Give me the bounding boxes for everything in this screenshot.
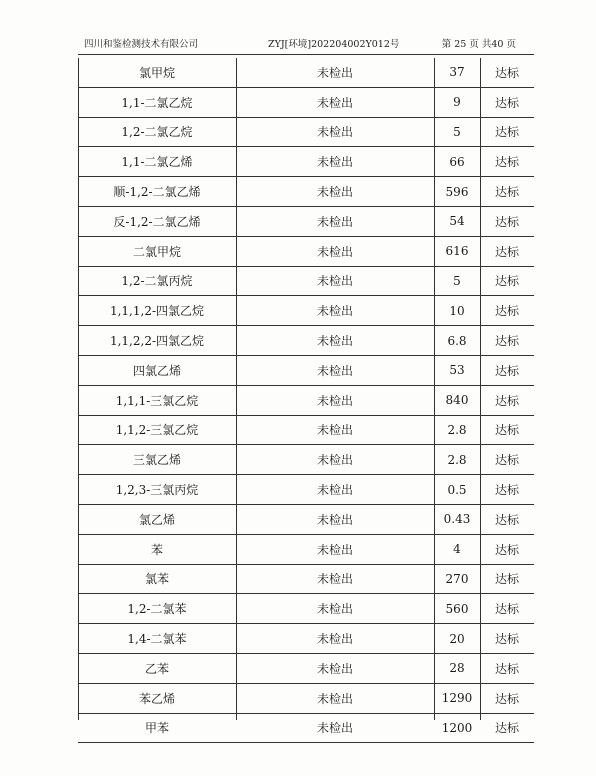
limit-value-cell: 20 [449, 631, 465, 646]
limit-value-cell: 5 [453, 273, 461, 288]
compound-name-cell: 1,2-二氯丙烷 [121, 274, 193, 289]
limit-value-cell: 0.43 [443, 512, 471, 527]
limit-value-cell: 596 [445, 184, 469, 199]
verdict-cell: 达标 [494, 95, 519, 110]
table-row [78, 58, 534, 88]
verdict-cell: 达标 [494, 155, 519, 170]
compound-name-cell: 三氯乙烯 [132, 453, 181, 468]
compound-name-cell: 氯苯 [144, 572, 169, 587]
verdict-cell: 达标 [494, 721, 519, 736]
detection-result-cell: 未检出 [316, 721, 353, 736]
page-header [78, 36, 522, 52]
detection-result-cell: 未检出 [316, 334, 353, 349]
detection-result-cell: 未检出 [316, 512, 353, 527]
table-row [78, 147, 534, 177]
detection-result-cell: 未检出 [316, 393, 353, 408]
detection-result-cell: 未检出 [316, 542, 353, 557]
company-name: 四川和鉴检测技术有限公司 [84, 39, 199, 50]
limit-value-cell: 0.5 [447, 482, 467, 497]
table-row [78, 594, 534, 624]
detection-result-cell: 未检出 [316, 185, 353, 200]
detection-result-cell: 未检出 [316, 244, 353, 259]
verdict-cell: 达标 [494, 185, 519, 200]
results-table [78, 58, 534, 743]
table-row [78, 535, 534, 565]
verdict-cell: 达标 [494, 334, 519, 349]
table-row [78, 475, 534, 505]
limit-value-cell: 840 [445, 393, 469, 408]
detection-result-cell: 未检出 [316, 691, 353, 706]
table-row [78, 654, 534, 684]
limit-value-cell: 6.8 [447, 333, 467, 348]
table-row [78, 386, 534, 416]
table-row [78, 684, 534, 714]
verdict-cell: 达标 [494, 363, 519, 378]
compound-name-cell: 反-1,2-二氯乙烯 [113, 214, 201, 229]
verdict-cell: 达标 [494, 244, 519, 259]
limit-value-cell: 1290 [441, 691, 473, 706]
page-number: 第 25 页 共40 页 [441, 39, 516, 50]
detection-result-cell: 未检出 [316, 155, 353, 170]
limit-value-cell: 9 [453, 95, 461, 110]
detection-result-cell: 未检出 [316, 661, 353, 676]
limit-value-cell: 1200 [441, 720, 473, 735]
verdict-cell: 达标 [494, 691, 519, 706]
table-row [78, 207, 534, 237]
compound-name-cell: 氯甲烷 [138, 65, 175, 80]
limit-value-cell: 54 [449, 214, 465, 229]
detection-result-cell: 未检出 [316, 274, 353, 289]
compound-name-cell: 顺-1,2-二氯乙烯 [113, 185, 201, 200]
table-row [78, 565, 534, 595]
detection-result-cell: 未检出 [316, 572, 353, 587]
table-row [78, 416, 534, 446]
limit-value-cell: 616 [445, 244, 469, 259]
verdict-cell: 达标 [494, 393, 519, 408]
verdict-cell: 达标 [494, 632, 519, 647]
table-divider-1 [236, 58, 237, 720]
detection-result-cell: 未检出 [316, 65, 353, 80]
compound-name-cell: 甲苯 [144, 721, 169, 736]
detection-result-cell: 未检出 [316, 423, 353, 438]
limit-value-cell: 560 [445, 601, 469, 616]
compound-name-cell: 1,1,1-三氯乙烷 [115, 393, 199, 408]
table-row [78, 326, 534, 356]
limit-value-cell: 28 [449, 661, 465, 676]
detection-result-cell: 未检出 [316, 95, 353, 110]
limit-value-cell: 10 [449, 303, 465, 318]
detection-result-cell: 未检出 [316, 363, 353, 378]
detection-result-cell: 未检出 [316, 602, 353, 617]
detection-result-cell: 未检出 [316, 214, 353, 229]
table-divider-3 [480, 58, 481, 720]
table-divider-2 [434, 58, 435, 720]
table-row [78, 267, 534, 297]
report-number: ZYJ[环境]202204002Y012号 [268, 39, 400, 50]
limit-value-cell: 270 [445, 571, 469, 586]
limit-value-cell: 5 [453, 124, 461, 139]
verdict-cell: 达标 [494, 602, 519, 617]
compound-name-cell: 苯乙烯 [138, 691, 175, 706]
table-row [78, 88, 534, 118]
detection-result-cell: 未检出 [316, 453, 353, 468]
compound-name-cell: 1,4-二氯苯 [127, 632, 187, 647]
table-row [78, 714, 534, 744]
verdict-cell: 达标 [494, 423, 519, 438]
detection-result-cell: 未检出 [316, 483, 353, 498]
verdict-cell: 达标 [494, 542, 519, 557]
header-rule [78, 54, 534, 55]
limit-value-cell: 2.8 [447, 422, 467, 437]
compound-name-cell: 苯 [150, 542, 163, 557]
verdict-cell: 达标 [494, 304, 519, 319]
detection-result-cell: 未检出 [316, 632, 353, 647]
compound-name-cell: 1,2-二氯苯 [127, 602, 187, 617]
table-row [78, 177, 534, 207]
limit-value-cell: 4 [453, 542, 461, 557]
table-row [78, 624, 534, 654]
verdict-cell: 达标 [494, 512, 519, 527]
verdict-cell: 达标 [494, 65, 519, 80]
table-row [78, 296, 534, 326]
verdict-cell: 达标 [494, 214, 519, 229]
table-border-left [78, 58, 79, 720]
verdict-cell: 达标 [494, 125, 519, 140]
limit-value-cell: 66 [449, 154, 465, 169]
detection-result-cell: 未检出 [316, 304, 353, 319]
limit-value-cell: 37 [449, 65, 465, 80]
compound-name-cell: 二氯甲烷 [132, 244, 181, 259]
table-row [78, 356, 534, 386]
limit-value-cell: 2.8 [447, 452, 467, 467]
table-row [78, 505, 534, 535]
detection-result-cell: 未检出 [316, 125, 353, 140]
table-row [78, 237, 534, 267]
verdict-cell: 达标 [494, 274, 519, 289]
compound-name-cell: 氯乙烯 [138, 512, 175, 527]
verdict-cell: 达标 [494, 572, 519, 587]
limit-value-cell: 53 [449, 363, 465, 378]
verdict-cell: 达标 [494, 661, 519, 676]
compound-name-cell: 1,1-二氯乙烷 [121, 95, 193, 110]
compound-name-cell: 四氯乙烯 [132, 363, 181, 378]
compound-name-cell: 1,2,3-三氯丙烷 [115, 483, 199, 498]
table-row [78, 118, 534, 148]
compound-name-cell: 1,1-二氯乙烯 [121, 155, 193, 170]
table-row [78, 445, 534, 475]
compound-name-cell: 1,1,2,2-四氯乙烷 [109, 334, 205, 349]
verdict-cell: 达标 [494, 453, 519, 468]
verdict-cell: 达标 [494, 483, 519, 498]
compound-name-cell: 1,2-二氯乙烷 [121, 125, 193, 140]
compound-name-cell: 乙苯 [144, 661, 169, 676]
compound-name-cell: 1,1,2-三氯乙烷 [115, 423, 199, 438]
compound-name-cell: 1,1,1,2-四氯乙烷 [109, 304, 205, 319]
